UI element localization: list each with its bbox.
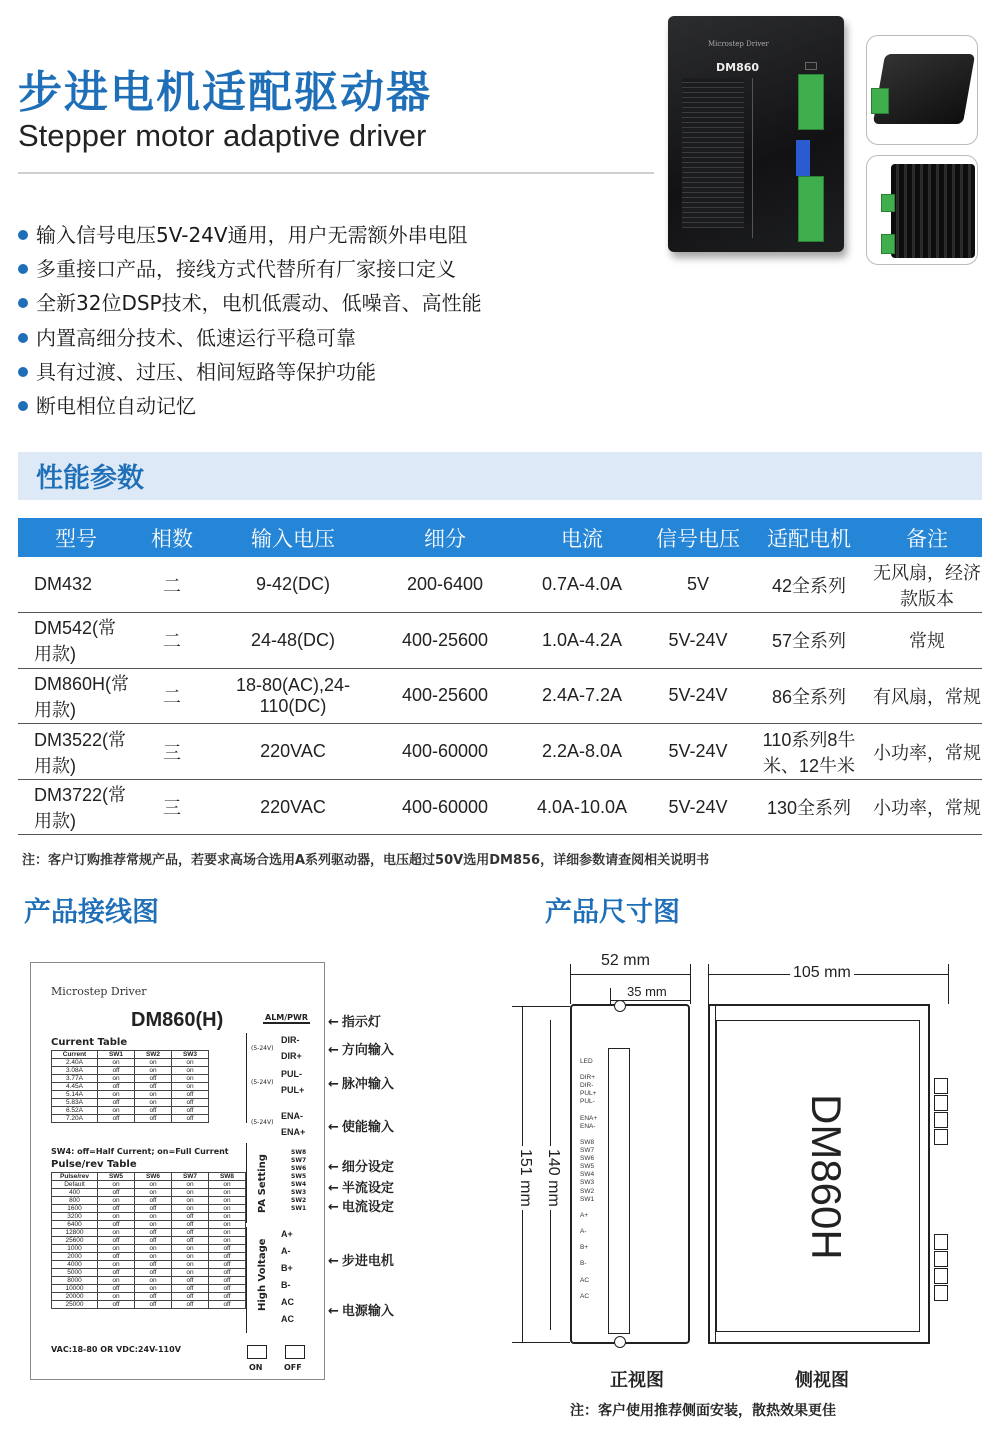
mini-cell: 3.77A — [52, 1075, 98, 1083]
mini-cell: on — [98, 1245, 135, 1253]
pin-label: ENA- — [281, 1111, 303, 1121]
mini-cell: off — [135, 1107, 172, 1115]
product-thumbnail-front — [866, 35, 978, 145]
mini-cell: on — [98, 1229, 135, 1237]
mini-cell: on — [98, 1293, 135, 1301]
mini-cell: Default — [52, 1181, 98, 1189]
table-cell: 86全系列 — [746, 668, 872, 724]
mini-cell: off — [135, 1197, 172, 1205]
arrow-left-icon: ← — [328, 1077, 339, 1092]
mini-cell: off — [172, 1237, 209, 1245]
column-header: 电流 — [561, 526, 603, 551]
table-cell: DM542(常用款) — [18, 613, 134, 669]
mini-header-cell: SW6 — [135, 1173, 172, 1181]
arrow-left-icon: ← — [328, 1160, 339, 1175]
feature-item: 内置高细分技术、低速运行平稳可靠 — [18, 321, 482, 355]
mini-header-cell: SW2 — [135, 1051, 172, 1059]
column-header: 细分 — [424, 526, 466, 551]
arrow-left-icon: ← — [328, 1200, 339, 1215]
bullet-icon — [18, 333, 28, 343]
mini-cell: on — [98, 1213, 135, 1221]
pin-label: A+ — [281, 1229, 293, 1239]
mini-cell: 5.83A — [52, 1099, 98, 1107]
mini-cell: on — [209, 1189, 246, 1197]
mini-cell: on — [172, 1181, 209, 1189]
dim-depth: 105 mm — [790, 964, 854, 982]
mini-cell: on — [98, 1107, 135, 1115]
mini-header-cell: SW5 — [98, 1173, 135, 1181]
mini-cell: off — [172, 1099, 209, 1107]
mini-cell: on — [135, 1181, 172, 1189]
switch-on-label: ON — [249, 1363, 263, 1372]
mini-cell: on — [172, 1067, 209, 1075]
mini-cell: on — [209, 1229, 246, 1237]
pulse-table-title: Pulse/rev Table — [51, 1159, 137, 1170]
mini-cell: on — [135, 1213, 172, 1221]
table-cell: DM860H(常用款) — [18, 668, 134, 724]
pa-setting-label: PA Setting — [257, 1154, 268, 1213]
mini-cell: off — [135, 1261, 172, 1269]
table-cell: 4.0A-10.0A — [514, 779, 650, 835]
mini-cell: off — [135, 1229, 172, 1237]
table-cell: 200-6400 — [376, 557, 514, 613]
table-cell: 42全系列 — [746, 557, 872, 613]
mini-cell: on — [209, 1213, 246, 1221]
mini-cell: off — [209, 1261, 246, 1269]
table-row — [18, 779, 982, 835]
pin-label: A- — [281, 1246, 291, 1256]
pin-label: B- — [281, 1280, 291, 1290]
mini-cell: off — [135, 1205, 172, 1213]
mini-header-cell: Current — [52, 1051, 98, 1059]
mini-header-cell: Pulse/rev — [52, 1173, 98, 1181]
mini-cell: on — [135, 1285, 172, 1293]
table-row — [18, 724, 982, 780]
mini-header-cell: SW7 — [172, 1173, 209, 1181]
mini-cell: off — [135, 1083, 172, 1091]
mini-cell: off — [98, 1269, 135, 1277]
current-table — [51, 1050, 209, 1123]
mini-cell: on — [172, 1083, 209, 1091]
sw-pin-labels: SW8 SW7 SW6 SW5 SW4 SW3 SW2 SW1 — [291, 1149, 307, 1212]
table-cell: 400-60000 — [376, 724, 514, 780]
column-header: 备注 — [906, 526, 948, 551]
mini-cell: on — [172, 1269, 209, 1277]
feature-item: 输入信号电压5V-24V通用，用户无需额外串电阻 — [18, 218, 482, 252]
mini-cell: off — [135, 1237, 172, 1245]
callout-direction: ← 方向输入 — [328, 1043, 394, 1058]
callout-half-current: ← 半流设定 — [328, 1181, 394, 1196]
mini-cell: off — [98, 1067, 135, 1075]
wiring-diagram: Microstep Driver DM860(H) Current Table Current SW1 SW2 SW3 2.40A on on on 3.08A off on on 3.77A on off on 4.45A off off on 5.14A on on off 5.83A off on off 6.52A on off off 7.20A off off off SW4: off=Half Current; on=Full Current Pulse/rev Table Pulse/rev SW5 SW6 SW7 SW8 Default on on on on 400 off on on on 800 on off on on 1600 off off on on 3200 on on off on 6400 off on off on 12800 on off off on 25600 off off off on 1000 on on on off 2000 off on on off 4000 on off on off 5000 off off on off 8000 on on off off 10000 off on off off 20000 on off off off 25000 off off off off VAC:18-80 OR VDC:24V-110V ALM/PWR (5-24V) (5-24V) (5-24V) DIR- DIR+ PUL- PUL+ ENA- ENA+ PA Setting SW8 SW7 SW6 SW5 SW4 SW3 SW2 SW1 High Voltage A+ A- B+ B- AC AC ON OFF — [30, 962, 325, 1380]
mini-cell: 1600 — [52, 1205, 98, 1213]
mini-cell: off — [98, 1099, 135, 1107]
mini-cell: off — [98, 1083, 135, 1091]
product-photo — [668, 16, 844, 252]
pin-label: ENA+ — [281, 1127, 306, 1137]
product-label-table — [682, 78, 744, 228]
table-cell: 二 — [134, 613, 210, 669]
pin-label: PUL- — [281, 1069, 302, 1079]
dim-height-inner: 140 mm — [544, 1146, 562, 1210]
page-subtitle: Stepper motor adaptive driver — [18, 118, 427, 153]
mini-cell: off — [98, 1205, 135, 1213]
side-view-label: 侧视图 — [795, 1370, 849, 1391]
mini-cell: 6400 — [52, 1221, 98, 1229]
led-indicator — [805, 62, 817, 70]
dim-width-outer: 52 mm — [598, 952, 653, 970]
mini-cell: on — [135, 1091, 172, 1099]
table-header-row — [18, 518, 982, 557]
mini-cell: off — [135, 1075, 172, 1083]
mini-cell: on — [172, 1261, 209, 1269]
table-cell: 二 — [134, 668, 210, 724]
arrow-left-icon: ← — [328, 1015, 339, 1030]
pin-label: DIR- — [281, 1035, 300, 1045]
mini-cell: off — [209, 1293, 246, 1301]
bullet-icon — [18, 298, 28, 308]
column-header: 输入电压 — [251, 526, 335, 551]
feature-item: 全新32位DSP技术，电机低震动、低噪音、高性能 — [18, 286, 482, 320]
mini-cell: on — [209, 1197, 246, 1205]
mini-cell: 6.52A — [52, 1107, 98, 1115]
mini-cell: off — [135, 1269, 172, 1277]
mini-cell: on — [135, 1067, 172, 1075]
table-cell: 400-25600 — [376, 668, 514, 724]
mini-cell: on — [135, 1221, 172, 1229]
mini-cell: on — [135, 1277, 172, 1285]
product-model: DM860 — [716, 61, 760, 74]
mini-cell: 20000 — [52, 1293, 98, 1301]
arrow-left-icon: ← — [328, 1181, 339, 1196]
mini-cell: 12800 — [52, 1229, 98, 1237]
mini-cell: on — [98, 1261, 135, 1269]
mini-cell: on — [209, 1221, 246, 1229]
pin-label: AC — [281, 1297, 294, 1307]
table-cell: 5V-24V — [650, 779, 746, 835]
table-cell: 5V-24V — [650, 613, 746, 669]
table-cell: 400-60000 — [376, 779, 514, 835]
bullet-icon — [18, 401, 28, 411]
table-cell: DM3522(常用款) — [18, 724, 134, 780]
mini-cell: 4000 — [52, 1261, 98, 1269]
mini-cell: on — [172, 1245, 209, 1253]
mini-cell: 3.08A — [52, 1067, 98, 1075]
feature-item: 断电相位自动记忆 — [18, 389, 482, 423]
high-voltage-label: High Voltage — [257, 1238, 268, 1311]
mini-cell: off — [172, 1301, 209, 1309]
dip-switch — [796, 140, 810, 176]
mini-cell: 400 — [52, 1189, 98, 1197]
signal-terminal — [798, 74, 824, 130]
mini-cell: 4.45A — [52, 1083, 98, 1091]
mini-cell: on — [172, 1059, 209, 1067]
mini-cell: 7.20A — [52, 1115, 98, 1123]
mini-cell: on — [172, 1205, 209, 1213]
title-divider — [18, 172, 654, 174]
column-header: 相数 — [151, 526, 193, 551]
callout-power: ← 电源输入 — [328, 1304, 394, 1319]
mini-cell: 10000 — [52, 1285, 98, 1293]
mini-cell: off — [98, 1253, 135, 1261]
mini-cell: off — [98, 1301, 135, 1309]
mini-cell: off — [172, 1091, 209, 1099]
mini-cell: 8000 — [52, 1277, 98, 1285]
mini-cell: off — [209, 1301, 246, 1309]
dim-width-inner: 35 mm — [624, 984, 670, 999]
spec-table — [18, 518, 982, 835]
bullet-icon — [18, 367, 28, 377]
table-cell: 小功率，常规 — [872, 779, 982, 835]
mini-cell: 5.14A — [52, 1091, 98, 1099]
mini-cell: on — [98, 1277, 135, 1285]
mini-cell: off — [98, 1189, 135, 1197]
mini-cell: on — [209, 1237, 246, 1245]
section-header-specs: 性能参数 — [18, 452, 982, 500]
mini-cell: on — [172, 1197, 209, 1205]
mini-cell: on — [135, 1099, 172, 1107]
table-cell: 二 — [134, 557, 210, 613]
table-cell: 常规 — [872, 613, 982, 669]
side-model-text: DM860H — [803, 1094, 850, 1260]
mini-cell: off — [98, 1115, 135, 1123]
mini-header-cell: SW1 — [98, 1051, 135, 1059]
column-header: 型号 — [55, 526, 97, 551]
install-note: 注：客户使用推荐侧面安装，散热效果更佳 — [570, 1403, 836, 1419]
table-cell: 有风扇，常规 — [872, 668, 982, 724]
table-cell: 0.7A-4.0A — [514, 557, 650, 613]
pin-label: DIR+ — [281, 1051, 302, 1061]
table-cell: 110系列8牛米、12牛米 — [746, 724, 872, 780]
product-label-pins — [752, 78, 792, 238]
table-cell: 2.2A-8.0A — [514, 724, 650, 780]
mini-cell: off — [172, 1293, 209, 1301]
column-header: 信号电压 — [656, 526, 740, 551]
mini-cell: off — [209, 1277, 246, 1285]
table-cell: 1.0A-4.2A — [514, 613, 650, 669]
mini-cell: 1000 — [52, 1245, 98, 1253]
spec-note: 注：客户订购推荐常规产品，若要求高场合选用A系列驱动器，电压超过50V选用DM856，详细参数请查阅相关说明书 — [22, 853, 710, 868]
bullet-icon — [18, 264, 28, 274]
feature-item: 多重接口产品，接线方式代替所有厂家接口定义 — [18, 252, 482, 286]
mini-cell: off — [98, 1285, 135, 1293]
table-row — [18, 668, 982, 724]
dimension-drawing — [500, 950, 980, 1370]
voltage-note: VAC:18-80 OR VDC:24V-110V — [51, 1345, 181, 1354]
table-row — [18, 613, 982, 669]
mini-cell: off — [209, 1269, 246, 1277]
arrow-left-icon: ← — [328, 1120, 339, 1135]
power-terminal — [798, 176, 824, 242]
table-row — [18, 557, 982, 613]
mini-cell: on — [135, 1253, 172, 1261]
mini-cell: 25000 — [52, 1301, 98, 1309]
page-title: 步进电机适配驱动器 — [18, 67, 432, 118]
mini-cell: on — [172, 1075, 209, 1083]
table-cell: 小功率，常规 — [872, 724, 982, 780]
mini-cell: off — [135, 1301, 172, 1309]
side-view — [708, 1004, 930, 1344]
mini-cell: off — [98, 1237, 135, 1245]
callout-microstep: ← 细分设定 — [328, 1160, 394, 1175]
arrow-left-icon: ← — [328, 1043, 339, 1058]
mini-cell: 3200 — [52, 1213, 98, 1221]
table-cell: 400-25600 — [376, 613, 514, 669]
mini-cell: on — [209, 1205, 246, 1213]
mini-cell: on — [98, 1075, 135, 1083]
mini-header-cell: SW3 — [172, 1051, 209, 1059]
mini-cell: on — [135, 1059, 172, 1067]
alm-pwr-label: ALM/PWR — [265, 1013, 309, 1022]
mini-cell: 2000 — [52, 1253, 98, 1261]
pin-label: B+ — [281, 1263, 293, 1273]
mini-cell: off — [98, 1221, 135, 1229]
current-table-title: Current Table — [51, 1037, 128, 1048]
callout-enable: ← 使能输入 — [328, 1120, 394, 1135]
power-connector — [934, 1234, 948, 1302]
table-cell: 9-42(DC) — [210, 557, 376, 613]
table-cell: DM3722(常用款) — [18, 779, 134, 835]
callout-motor: ← 步进电机 — [328, 1254, 394, 1269]
product-brand: Microstep Driver — [708, 40, 769, 48]
table-cell: 5V-24V — [650, 668, 746, 724]
mini-cell: off — [172, 1213, 209, 1221]
feature-list — [18, 218, 482, 423]
pin-label: AC — [281, 1314, 294, 1324]
table-cell: 24-48(DC) — [210, 613, 376, 669]
signal-connector — [934, 1078, 948, 1146]
mini-cell: on — [98, 1197, 135, 1205]
sw4-note: SW4: off=Half Current; on=Full Current — [51, 1147, 229, 1156]
diagram-brand: Microstep Driver — [51, 985, 147, 998]
mini-cell: off — [172, 1277, 209, 1285]
table-cell: 57全系列 — [746, 613, 872, 669]
switch-off-label: OFF — [284, 1363, 302, 1372]
switch-off-icon — [285, 1345, 305, 1359]
dim-height-outer: 151 mm — [516, 1146, 534, 1210]
mini-cell: on — [98, 1059, 135, 1067]
front-view — [570, 1004, 690, 1344]
table-cell: 三 — [134, 724, 210, 780]
column-header: 适配电机 — [767, 526, 851, 551]
table-cell: 三 — [134, 779, 210, 835]
table-cell: 5V-24V — [650, 724, 746, 780]
mini-cell: 25600 — [52, 1237, 98, 1245]
table-cell: 220VAC — [210, 724, 376, 780]
section-title-dimensions: 产品尺寸图 — [545, 897, 680, 928]
bullet-icon — [18, 230, 28, 240]
callout-indicator: ← 指示灯 — [328, 1015, 381, 1030]
product-thumbnail-side — [866, 155, 978, 265]
table-cell: 130全系列 — [746, 779, 872, 835]
mini-header-cell: SW8 — [209, 1173, 246, 1181]
arrow-left-icon: ← — [328, 1304, 339, 1319]
front-pin-labels: LED DIR+ DIR- PUL+ PUL- ENA+ ENA- SW8 SW7 SW6 SW5 SW4 SW3 SW2 SW1 A+ A- B+ B- AC AC — [580, 1058, 598, 1300]
diagram-model: DM860(H) — [131, 1009, 224, 1031]
mini-cell: off — [135, 1115, 172, 1123]
table-cell: 220VAC — [210, 779, 376, 835]
table-cell: 18-80(AC),24-110(DC) — [210, 668, 376, 724]
mini-cell: on — [135, 1245, 172, 1253]
mini-cell: on — [209, 1181, 246, 1189]
mini-cell: on — [172, 1189, 209, 1197]
mini-cell: off — [172, 1107, 209, 1115]
mini-cell: on — [98, 1181, 135, 1189]
switch-on-icon — [247, 1345, 267, 1359]
mini-cell: off — [209, 1253, 246, 1261]
mini-cell: off — [172, 1221, 209, 1229]
table-cell: DM432 — [18, 557, 134, 613]
mini-cell: on — [98, 1091, 135, 1099]
mini-cell: off — [135, 1293, 172, 1301]
mini-cell: off — [172, 1229, 209, 1237]
mini-cell: 2.40A — [52, 1059, 98, 1067]
mini-cell: off — [209, 1245, 246, 1253]
mini-cell: 5000 — [52, 1269, 98, 1277]
mini-cell: off — [172, 1115, 209, 1123]
mini-cell: on — [172, 1253, 209, 1261]
pulse-table — [51, 1172, 246, 1309]
callout-current: ← 电流设定 — [328, 1200, 394, 1215]
feature-item: 具有过渡、过压、相间短路等保护功能 — [18, 355, 482, 389]
mini-cell: 800 — [52, 1197, 98, 1205]
callout-pulse: ← 脉冲输入 — [328, 1077, 394, 1092]
mini-cell: on — [135, 1189, 172, 1197]
pin-label: PUL+ — [281, 1085, 305, 1095]
arrow-left-icon: ← — [328, 1254, 339, 1269]
mini-cell: off — [172, 1285, 209, 1293]
mini-cell: off — [209, 1285, 246, 1293]
front-view-label: 正视图 — [610, 1370, 664, 1391]
table-cell: 2.4A-7.2A — [514, 668, 650, 724]
section-title-wiring: 产品接线图 — [24, 897, 159, 928]
table-cell: 5V — [650, 557, 746, 613]
table-cell: 无风扇，经济款版本 — [872, 557, 982, 613]
